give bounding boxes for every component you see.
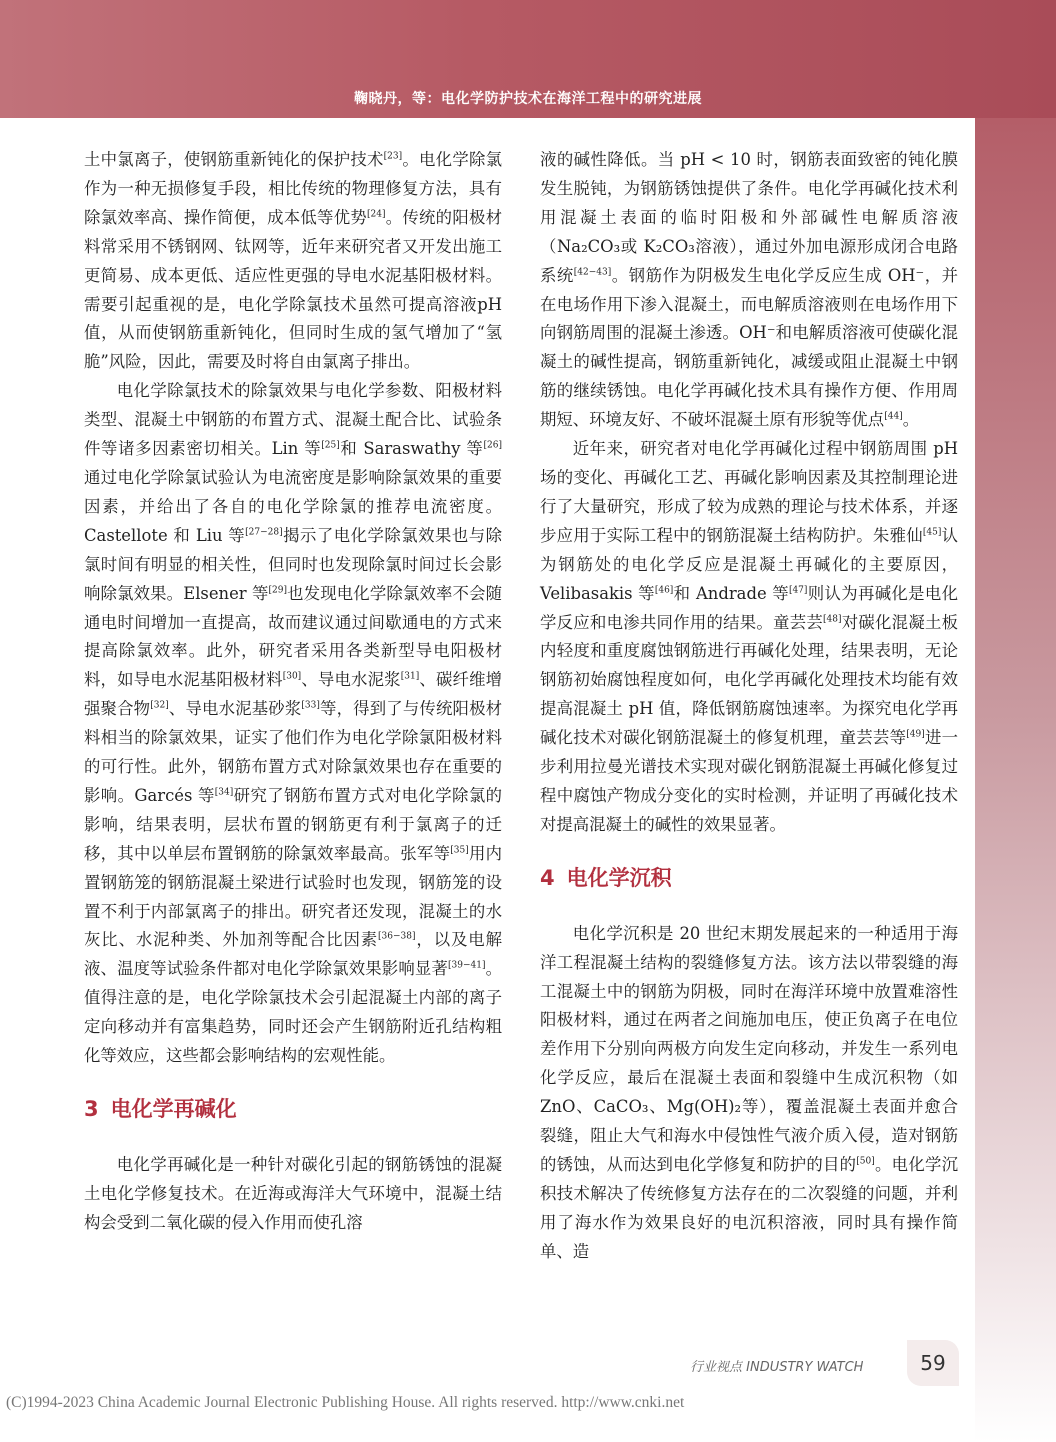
citation: [26] xyxy=(483,440,502,451)
citation: [45] xyxy=(922,527,942,538)
page-number: 59 xyxy=(907,1340,959,1386)
running-title: 鞠晓丹，等：电化学防护技术在海洋工程中的研究进展 xyxy=(354,91,702,107)
paragraph: 液的碱性降低。当 pH < 10 时，钢筋表面致密的钝化膜发生脱钝，为钢筋锈蚀提供了条件。电化学再碱化技术利用混凝土表面的临时阳极和外部碱性电解质溶液（Na₂CO₃或 K₂CO₃溶液），通过外加电源形成闭合电路系统[42−43]。钢筋作为阴极发生电化学反应生成 OH⁻，并在电场作用下渗入混凝土，而电解质溶液则在电场作用下向钢筋周围的混凝土渗透。OH⁻和电解质溶液可使碳化混凝土的碱性提高，钢筋重新钝化，减缓或阻止混凝土中钢筋的继续锈蚀。电化学再碱化技术具有操作方便、作用周期短、环境友好、不破坏混凝土原有形貌等优点[44]。 xyxy=(540,150,959,430)
side-decoration-band xyxy=(975,118,1056,1442)
copyright-notice: (C)1994-2023 China Academic Journal Electronic Publishing House. All rights reserved. http://www.cnki.net xyxy=(6,1394,685,1411)
citation: [49] xyxy=(906,729,925,740)
citation: [27−28] xyxy=(245,527,283,538)
citation: [25] xyxy=(321,440,340,451)
citation: [34] xyxy=(214,787,234,798)
citation: [24] xyxy=(367,209,386,220)
citation: [50] xyxy=(856,1156,875,1167)
citation: [48] xyxy=(823,614,842,625)
citation: [36−38] xyxy=(378,932,416,942)
citation: [39−41] xyxy=(448,960,486,971)
paragraph: 电化学沉积是 20 世纪末期发展起来的一种适用于海洋工程混凝土结构的裂缝修复方法。该方法以带裂缝的海工混凝土中的钢筋为阴极，同时在海洋环境中放置难溶性阳极材料，通过在两者之间施加电压，使正负离子在电位差作用下分别向两极方向发生定向移动，并发生一系列电化学反应，最后在混凝土表面和裂缝中生成沉积物（如 ZnO、CaCO₃、Mg(OH)₂等），覆盖混凝土表面并愈合裂缝，阻止大气和海水中侵蚀性气液介质入侵，造对钢筋的锈蚀，从而达到电化学修复和防护的目的[50]。电化学沉积技术解决了传统修复方法存在的二次裂缝的问题，并利用了海水作为效果良好的电沉积溶液，同时具有操作简单、造 xyxy=(540,923,959,1261)
citation: [42−43] xyxy=(573,267,612,278)
citation: [33] xyxy=(301,700,320,711)
left-column xyxy=(84,146,502,1238)
citation: [35] xyxy=(450,845,469,856)
citation: [44] xyxy=(884,411,903,422)
citation: [29] xyxy=(268,585,288,596)
right-column xyxy=(540,146,958,1267)
citation: [31] xyxy=(400,671,420,682)
paragraph: 电化学除氯技术的除氯效果与电化学参数、阳极材料类型、混凝土中钢筋的布置方式、混凝土配合比、试验条件等诸多因素密切相关。Lin 等[25]和 Saraswathy 等[26]通过电化学除氯试验认为电流密度是影响除氯效果的重要因素，并给出了各自的电化学除氯的推荐电流密度。Castellote 和 Liu 等[27−28]揭示了电化学除氯效果也与除氯时间有明显的相关性，但同时也发现除氯时间过长会影响除氯效果。Elsener 等[29]也发现电化学除氯效率不会随通电时间增加一直提高，故而建议通过间歇通电的方式来提高除氯效率。此外，研究者采用各类新型导电阳极材料，如导电水泥基阳极材料[30]、导电水泥浆[31]、碳纤维增强聚合物[32]、导电水泥基砂浆[33]等，得到了与传统阳极材料相当的除氯效果，证实了他们作为电化学除氯阳极材料的可行性。此外，钢筋布置方式对除氯效果也存在重要的影响。Garcés 等[34]研究了钢筋布置方式对电化学除氯的影响，结果表明，层状布置的钢筋更有利于氯离子的迁移，其中以单层布置钢筋的除氯效率最高。张军等[35]用内置钢筋笼的钢筋混凝土梁进行试验时也发现，钢筋笼的设置不利于内部氯离子的排出。研究者还发现，混凝土的水灰比、水泥种类、外加剂等配合比因素[36−38]，以及电解液、温度等试验条件都对电化学除氯效果影响显著[39−41]。值得注意的是，电化学除氯技术会引起混凝土内部的离子定向移动并有富集趋势，同时还会产生钢筋附近孔结构粗化等效应，这些都会影响结构的宏观性能。 xyxy=(84,381,503,1066)
paragraph: 电化学再碱化是一种针对碳化引起的钢筋锈蚀的混凝土电化学修复技术。在近海或海洋大气环境中，混凝土结构会受到二氧化碳的侵入作用而使孔溶 xyxy=(84,1155,502,1232)
citation: [32] xyxy=(150,700,169,711)
citation: [46] xyxy=(654,585,674,596)
paragraph: 土中氯离子，使钢筋重新钝化的保护技术[23]。电化学除氯作为一种无损修复手段，相比传统的物理修复方法，具有除氯效率高、操作简便，成本低等优势[24]。传统的阳极材料常采用不锈钢网、钛网等，近年来研究者又开发出施工更简易、成本更低、适应性更强的导电水泥基阳极材料。需要引起重视的是，电化学除氯技术虽然可提高溶液pH值，从而使钢筋重新钝化，但同时生成的氢气增加了“氢脆”风险，因此，需要及时将自由氯离子排出。 xyxy=(84,150,503,372)
citation: [30] xyxy=(282,671,302,682)
section-heading-4: 4 电化学沉积 xyxy=(540,865,672,890)
citation: [23] xyxy=(383,151,403,162)
section-heading-3: 3 电化学再碱化 xyxy=(84,1097,237,1121)
section-label: 行业视点 INDUSTRY WATCH xyxy=(690,1360,864,1375)
paragraph: 近年来，研究者对电化学再碱化过程中钢筋周围 pH 场的变化、再碱化工艺、再碱化影响因素及其控制理论进行了大量研究，形成了较为成熟的理论与技术体系，并逐步应用于实际工程中的钢筋混凝土结构防护。朱雅仙[45]认为钢筋处的电化学反应是混凝土再碱化的主要原因，Velibasakis 等[46]和 Andrade 等[47]则认为再碱化是电化学反应和电渗共同作用的结果。童芸芸[48]对碳化混凝土板内轻度和重度腐蚀钢筋进行再碱化处理，结果表明，无论钢筋初始腐蚀程度如何，电化学再碱化处理技术均能有效提高混凝土 pH 值，降低钢筋腐蚀速率。为探究电化学再碱化技术对碳化钢筋混凝土的修复机理，童芸芸等[49]进一步利用拉曼光谱技术实现对碳化钢筋混凝土再碱化修复过程中腐蚀产物成分变化的实时检测，并证明了再碱化技术对提高混凝土的碱性的效果显著。 xyxy=(540,439,959,834)
citation: [47] xyxy=(788,585,808,596)
